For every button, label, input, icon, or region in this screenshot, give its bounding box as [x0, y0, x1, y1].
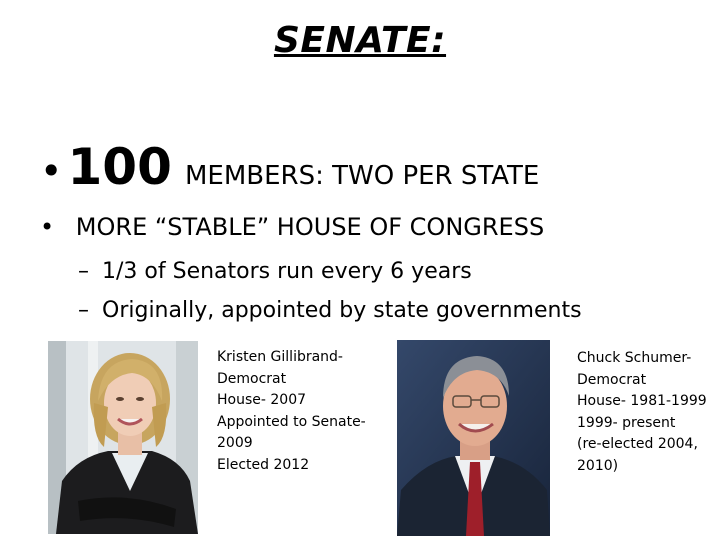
schumer-photo [397, 340, 550, 536]
bullet-members [40, 138, 539, 196]
caption-line: Chuck Schumer- [577, 350, 692, 366]
sub-bullet-appointed [78, 298, 582, 323]
slide-title: SENATE: [273, 20, 447, 61]
bullet-symbol: • [40, 213, 55, 241]
caption-line: House- 1981-1999 [577, 393, 707, 409]
bullet-text: MEMBERS: TWO PER STATE [184, 161, 540, 191]
caption-line: 2010) [577, 457, 619, 474]
caption-line: House- 2007 [217, 392, 307, 408]
bullet-emphasis-number: 100 [67, 138, 172, 196]
gillibrand-photo [48, 341, 198, 534]
bullet-symbol: • [40, 149, 63, 193]
sub-bullet-symbol: – [78, 259, 89, 284]
caption-line: (re-elected 2004, [577, 436, 698, 452]
caption-line: 1999- present [577, 414, 676, 431]
schumer-caption [577, 348, 707, 477]
sub-bullet-terms [78, 259, 472, 284]
caption-line: Kristen Gillibrand- [217, 349, 343, 365]
sub-bullet-text: 1/3 of Senators run every 6 years [102, 259, 472, 284]
caption-line: 2009 [217, 435, 253, 451]
bullet-stable-house [40, 213, 544, 241]
gillibrand-caption [217, 347, 366, 476]
sub-bullet-text: Originally, appointed by state governments [102, 298, 582, 323]
bullet-text: MORE “STABLE” HOUSE OF CONGRESS [75, 213, 545, 241]
caption-line: Appointed to Senate- [217, 413, 366, 430]
sub-bullet-symbol: – [78, 298, 89, 323]
caption-line: Elected 2012 [217, 456, 310, 473]
caption-line: Democrat [577, 371, 647, 388]
caption-line: Democrat [217, 370, 287, 387]
